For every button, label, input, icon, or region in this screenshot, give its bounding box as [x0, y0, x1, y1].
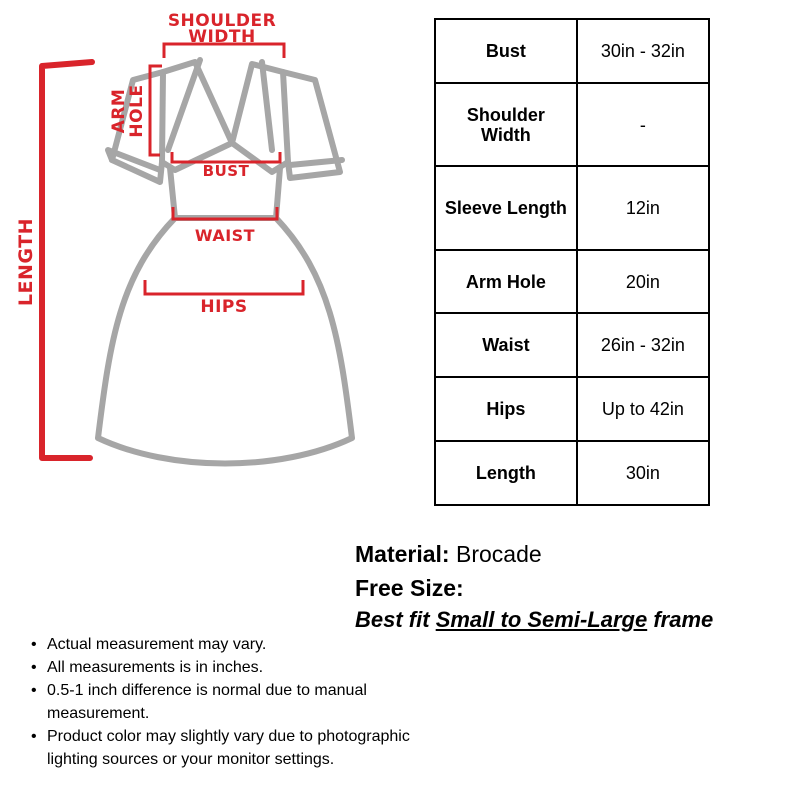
size-chart-table [434, 18, 710, 506]
note-text: Actual measurement may vary. [47, 636, 267, 653]
row-label-arm-hole: Arm Hole [435, 250, 577, 313]
bullet-icon: • [31, 728, 37, 745]
row-label-sleeve-length: Sleeve Length [435, 166, 577, 250]
table-row [435, 19, 709, 83]
dress-measurement-diagram [0, 0, 420, 520]
row-value-arm-hole: 20in [577, 250, 709, 313]
list-item [22, 633, 442, 656]
material-label: Material: [355, 541, 450, 567]
bullet-icon: • [31, 659, 37, 676]
length-label: LENGTH [15, 217, 37, 307]
row-label-shoulder-width: Shoulder Width [435, 83, 577, 166]
table-row [435, 441, 709, 505]
arm-label-2: HOLE [127, 84, 147, 138]
table-row [435, 377, 709, 441]
row-label-bust: Bust [435, 19, 577, 83]
bullet-icon: • [31, 636, 37, 653]
waist-label: WAIST [194, 226, 256, 245]
hips-label: HIPS [200, 297, 248, 317]
free-size-line [355, 571, 795, 605]
table-row [435, 313, 709, 377]
list-item [22, 679, 442, 725]
note-text: 0.5-1 inch difference is normal due to manual measurement. [47, 682, 367, 722]
row-value-bust: 30in - 32in [577, 19, 709, 83]
fit-suffix: frame [653, 607, 714, 632]
row-value-waist: 26in - 32in [577, 313, 709, 377]
row-value-shoulder-width: - [577, 83, 709, 166]
list-item [22, 725, 442, 771]
table-row [435, 166, 709, 250]
notes-list [22, 633, 442, 771]
fit-prefix: Best fit [355, 607, 430, 632]
row-value-sleeve-length: 12in [577, 166, 709, 250]
arm-label-1: ARM [109, 88, 129, 134]
row-label-waist: Waist [435, 313, 577, 377]
row-value-length: 30in [577, 441, 709, 505]
material-value: Brocade [455, 541, 542, 567]
shoulder-label-2: WIDTH [188, 27, 256, 47]
fit-line [355, 605, 795, 635]
table-row [435, 83, 709, 166]
fit-range: Small to Semi-Large [435, 607, 648, 632]
material-line [355, 537, 795, 571]
note-text: All measurements is in inches. [47, 659, 264, 676]
shoulder-label-1: SHOULDER [167, 11, 277, 31]
note-text: Product color may slightly vary due to photographic lighting sources or your monitor settings. [47, 728, 410, 768]
row-value-hips: Up to 42in [577, 377, 709, 441]
row-label-hips: Hips [435, 377, 577, 441]
length-bracket [42, 62, 92, 458]
table-row [435, 250, 709, 313]
product-info [355, 537, 795, 635]
list-item [22, 656, 442, 679]
row-label-length: Length [435, 441, 577, 505]
bullet-icon: • [31, 682, 37, 699]
bust-label: BUST [202, 162, 250, 180]
free-size-label: Free Size: [355, 575, 464, 601]
